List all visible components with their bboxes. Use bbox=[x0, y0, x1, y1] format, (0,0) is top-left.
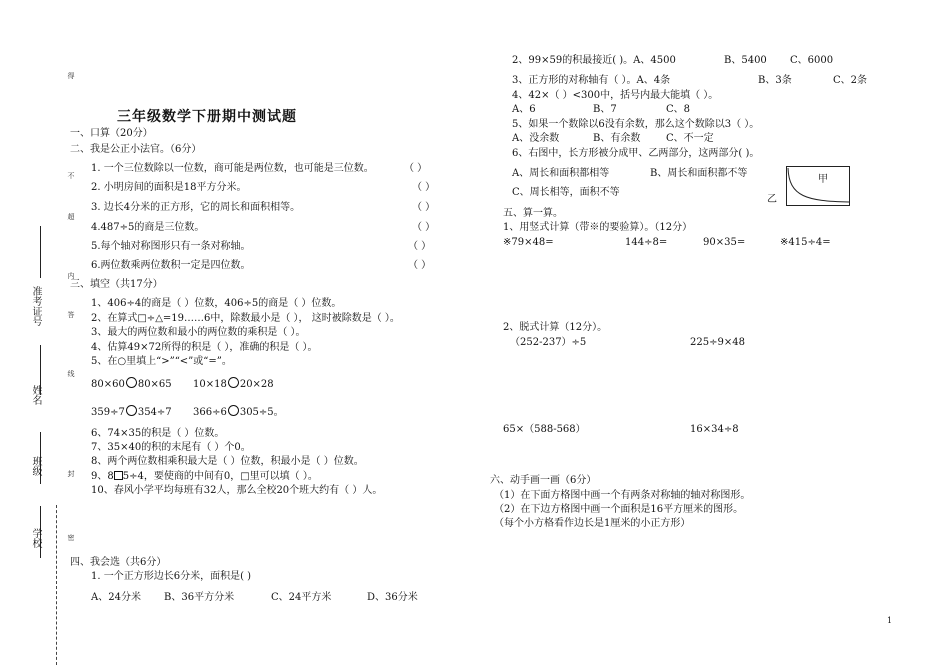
fill-item-9-start: 9、8 bbox=[91, 471, 114, 482]
seal-dashed-line bbox=[56, 505, 57, 665]
calc2-item-2: 225÷9×48 bbox=[690, 337, 745, 348]
compare-1-left: 80×60 bbox=[91, 379, 125, 390]
page-title: 三年级数学下册期中测试题 bbox=[117, 109, 297, 125]
section-6-note: （每个小方格看作边长是1厘米的小正方形） bbox=[494, 518, 691, 529]
judge-paren-1: （ ） bbox=[404, 163, 428, 174]
compare-circle-1[interactable] bbox=[126, 377, 137, 388]
judge-paren-3: （ ） bbox=[412, 202, 436, 213]
section-5-part-2: 2、脱式计算（12分）。 bbox=[503, 322, 608, 333]
judge-item-2: 2. 小明房间的面积是18平方分米。 bbox=[91, 182, 247, 193]
page-number: 1 bbox=[887, 616, 893, 625]
choice-3-option-b: B、3条 bbox=[758, 75, 792, 86]
margin-char-1: 得 bbox=[67, 72, 75, 79]
choice-1-option-d: D、36分米 bbox=[367, 592, 418, 603]
margin-label-class: 班级 bbox=[30, 456, 41, 476]
choice-item-2: 2、99×59的积最接近( )。A、4500 bbox=[512, 55, 676, 66]
section-6-task-1: （1）在下面方格图中画一个有两条对称轴的轴对称图形。 bbox=[494, 490, 751, 501]
choice-1-option-b: B、36平方分米 bbox=[164, 592, 235, 603]
judge-paren-5: （ ） bbox=[408, 241, 432, 252]
fill-item-3: 3、最大的两位数和最小的两位数的乘积是（ ）。 bbox=[91, 327, 306, 338]
margin-char-4: 内 bbox=[67, 272, 75, 279]
margin-label-exam-id: 准考证号 bbox=[30, 286, 41, 326]
compare-4-left: 366÷6 bbox=[193, 407, 227, 418]
fill-item-9 bbox=[91, 470, 318, 484]
section-4-heading: 四、我会选（共6分） bbox=[70, 557, 167, 568]
calc-item-3: 90×35= bbox=[703, 237, 746, 248]
compare-1-right: 80×65 bbox=[137, 379, 172, 390]
choice-4-option-a: A、6 bbox=[512, 104, 536, 115]
compare-3-left: 359÷7 bbox=[91, 407, 125, 418]
choice-5-option-a: A、没余数 bbox=[512, 133, 560, 144]
choice-4-option-c: C、8 bbox=[666, 104, 691, 115]
compare-2-right: 20×28 bbox=[239, 379, 274, 390]
choice-6-option-b: B、周长和面积都不等 bbox=[650, 168, 748, 179]
compare-2-left: 10×18 bbox=[193, 379, 227, 390]
judge-item-4: 4.487÷5的商是三位数。 bbox=[91, 222, 205, 233]
section-6-task-2: （2）在下边方格图中画一个面积是16平方厘米的图形。 bbox=[494, 504, 744, 515]
calc2-item-3: 65×（588-568） bbox=[503, 424, 586, 435]
choice-6-option-c: C、周长相等，面积不等 bbox=[512, 187, 620, 198]
compare-circle-4[interactable] bbox=[228, 405, 239, 416]
margin-char-6: 线 bbox=[67, 370, 75, 377]
fill-item-9-end: 5÷4，要使商的中间有0，□里可以填（ ）。 bbox=[122, 471, 318, 482]
choice-2-option-c: C、6000 bbox=[790, 55, 834, 66]
choice-item-6: 6、右图中，长方形被分成甲、乙两部分，这两部分( )。 bbox=[512, 148, 760, 159]
choice-5-option-c: C、不一定 bbox=[666, 133, 714, 144]
figure-label-yi: 乙 bbox=[767, 194, 777, 205]
fill-item-10: 10、春风小学平均每班有32人，那么全校20个班大约有（ ）人。 bbox=[91, 485, 383, 496]
blank-square[interactable] bbox=[114, 471, 123, 480]
margin-char-2: 不 bbox=[67, 172, 75, 179]
choice-item-3: 3、正方形的对称轴有（ ）。A、4条 bbox=[512, 75, 671, 86]
choice-3-option-c: C、2条 bbox=[833, 75, 868, 86]
compare-3-right: 354÷7 bbox=[137, 407, 172, 418]
section-2-heading: 二、我是公正小法官。（6分） bbox=[70, 144, 202, 155]
section-5-part-1: 1、用竖式计算（带※的要验算）。（12分） bbox=[503, 222, 693, 233]
rectangle-figure bbox=[786, 166, 850, 206]
judge-item-1: 1. 一个三位数除以一位数，商可能是两位数，也可能是三位数。 bbox=[91, 163, 374, 174]
margin-char-5: 答 bbox=[67, 311, 75, 318]
compare-4 bbox=[193, 405, 284, 420]
judge-item-5: 5.每个轴对称图形只有一条对称轴。 bbox=[91, 241, 251, 252]
calc-item-1: ※79×48= bbox=[503, 237, 554, 248]
compare-3 bbox=[91, 405, 172, 420]
compare-4-right: 305÷5。 bbox=[239, 407, 284, 418]
compare-1 bbox=[91, 377, 172, 392]
margin-char-8: 密 bbox=[67, 534, 75, 541]
judge-paren-4: （ ） bbox=[412, 222, 436, 233]
judge-paren-6: （ ） bbox=[408, 260, 432, 271]
choice-6-option-a: A、周长和面积都相等 bbox=[512, 168, 610, 179]
section-3-heading: 三、填空（共17分） bbox=[70, 279, 163, 290]
calc2-item-4: 16×34÷8 bbox=[690, 424, 739, 435]
fill-item-5: 5、在○里填上“>”“<”或“=”。 bbox=[91, 356, 232, 367]
choice-2-option-b: B、5400 bbox=[724, 55, 767, 66]
choice-item-4: 4、42×（ ）<300中，括号内最大能填（ ）。 bbox=[512, 90, 719, 101]
fill-item-7: 7、35×40的积的末尾有（ ）个0。 bbox=[91, 442, 251, 453]
compare-circle-2[interactable] bbox=[228, 377, 239, 388]
margin-char-3: 超 bbox=[67, 213, 75, 220]
calc-item-2: 144÷8= bbox=[625, 237, 668, 248]
fill-item-8: 8、两个两位数相乘积最大是（ ）位数，积最小是（ ）位数。 bbox=[91, 456, 364, 467]
choice-item-1: 1. 一个正方形边长6分米，面积是( ) bbox=[91, 571, 252, 582]
section-5-heading: 五、算一算。 bbox=[503, 208, 563, 219]
fill-item-2: 2、在算式□÷△=19……6中，除数最小是（ ）， 这时被除数是（ ）。 bbox=[91, 313, 400, 324]
section-1-heading: 一、口算（20分） bbox=[70, 128, 153, 139]
fill-item-4: 4、估算49×72所得的积是（ ），准确的积是（ ）。 bbox=[91, 342, 318, 353]
fill-item-1: 1、406÷4的商是（ ）位数，406÷5的商是（ ）位数。 bbox=[91, 298, 342, 309]
margin-char-7: 封 bbox=[67, 470, 75, 477]
choice-item-5: 5、如果一个数除以6没有余数，那么这个数除以3（ ）。 bbox=[512, 119, 760, 130]
compare-2 bbox=[193, 377, 274, 392]
compare-circle-3[interactable] bbox=[126, 405, 137, 416]
calc2-item-1: （252-237）÷5 bbox=[510, 337, 587, 348]
choice-1-option-a: A、24分米 bbox=[91, 592, 141, 603]
section-6-heading: 六、动手画一画（6分） bbox=[490, 475, 597, 486]
margin-label-school: 学校 bbox=[30, 528, 41, 548]
choice-4-option-b: B、7 bbox=[593, 104, 617, 115]
judge-item-3: 3. 边长4分米的正方形，它的周长和面积相等。 bbox=[91, 202, 301, 213]
choice-1-option-c: C、24平方米 bbox=[271, 592, 332, 603]
judge-item-6: 6.两位数乘两位数积一定是四位数。 bbox=[91, 260, 251, 271]
margin-label-name: 姓名 bbox=[30, 385, 41, 405]
calc-item-4: ※415÷4= bbox=[780, 237, 831, 248]
margin-line-4 bbox=[40, 226, 41, 278]
figure-label-jia: 甲 bbox=[818, 174, 828, 185]
fill-item-6: 6、74×35的积是（ ）位数。 bbox=[91, 428, 225, 439]
judge-paren-2: （ ） bbox=[412, 182, 436, 193]
choice-5-option-b: B、有余数 bbox=[593, 133, 641, 144]
